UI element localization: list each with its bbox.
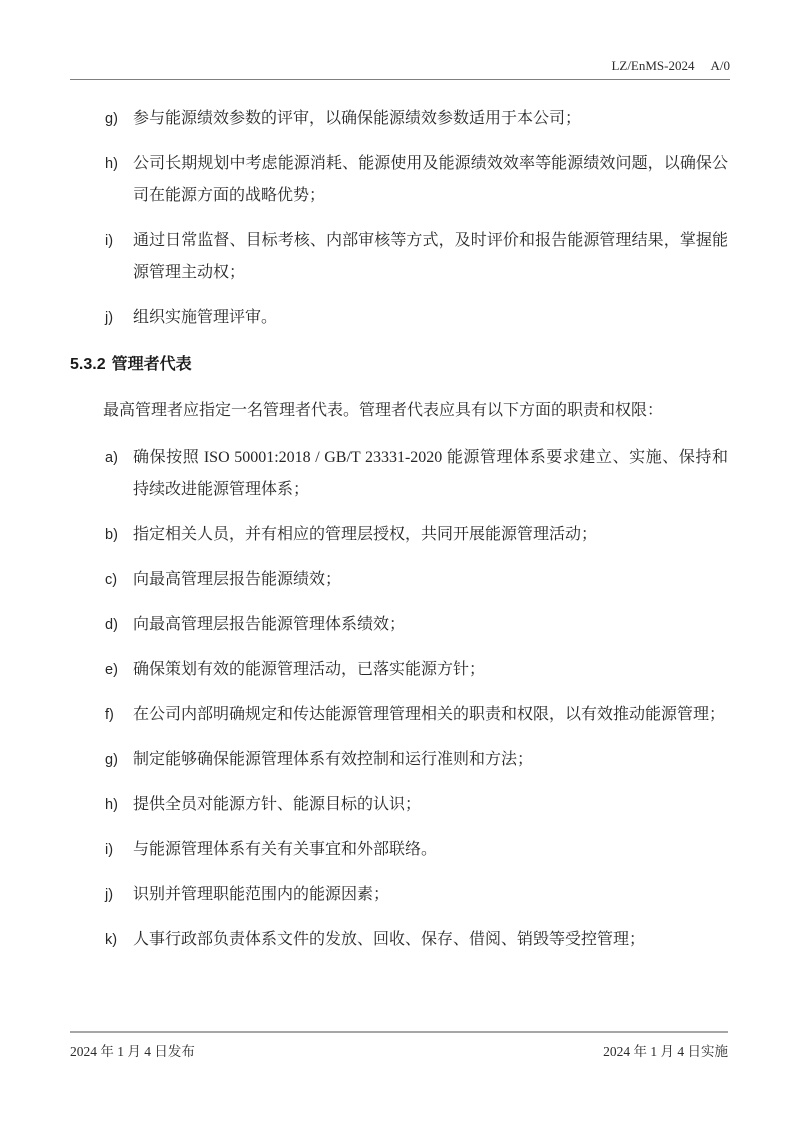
list-item-marker: b)	[105, 527, 118, 543]
page-content	[70, 86, 728, 969]
section-item-list	[70, 442, 728, 956]
list-item-text: 与能源管理体系有关有关事宜和外部联络。	[133, 841, 438, 858]
list-item	[105, 924, 728, 956]
list-item	[105, 442, 728, 506]
footer-effective-date: 2024 年 1 月 4 日实施	[603, 1044, 728, 1059]
list-item	[105, 148, 728, 212]
list-item	[105, 654, 728, 686]
list-item-text: 公司长期规划中考虑能源消耗、能源使用及能源绩效效率等能源绩效问题，以确保公司在能源方面的战略优势；	[133, 155, 728, 204]
list-item	[105, 564, 728, 596]
list-item-text: 人事行政部负责体系文件的发放、回收、保存、借阅、销毁等受控管理；	[133, 931, 646, 948]
doc-code: LZ/EnMS-2024	[611, 58, 695, 73]
list-item-marker: g)	[105, 111, 118, 127]
list-item-text: 识别并管理职能范围内的能源因素；	[133, 886, 390, 903]
list-item-marker: h)	[105, 156, 118, 172]
footer-release-date: 2024 年 1 月 4 日发布	[70, 1044, 195, 1059]
list-item-text: 参与能源绩效参数的评审，以确保能源绩效参数适用于本公司；	[133, 110, 582, 127]
list-item-marker: i)	[105, 233, 114, 249]
list-item	[105, 699, 728, 731]
list-item-marker: h)	[105, 797, 118, 813]
continuation-item-list	[70, 103, 728, 334]
section-number: 5.3.2	[70, 356, 106, 373]
list-item	[105, 519, 728, 551]
list-item-text: 组织实施管理评审。	[133, 309, 278, 326]
list-item-marker: j)	[105, 310, 114, 326]
list-item-text: 提供全员对能源方针、能源目标的认识；	[133, 796, 422, 813]
list-item-marker: k)	[105, 932, 118, 948]
list-item	[105, 302, 728, 334]
list-item-text: 确保策划有效的能源管理活动，已落实能源方针；	[133, 661, 486, 678]
list-item-marker: i)	[105, 842, 114, 858]
page-header	[70, 58, 730, 80]
list-item	[105, 879, 728, 911]
list-item-marker: a)	[105, 450, 118, 466]
section-heading	[70, 354, 728, 376]
list-item	[105, 789, 728, 821]
section-title: 管理者代表	[111, 356, 192, 373]
list-item-text: 制定能够确保能源管理体系有效控制和运行准则和方法；	[133, 751, 534, 768]
list-item-marker: j)	[105, 887, 114, 903]
list-item-marker: g)	[105, 752, 118, 768]
list-item-marker: c)	[105, 572, 118, 588]
list-item	[105, 834, 728, 866]
list-item-text: 通过日常监督、目标考核、内部审核等方式，及时评价和报告能源管理结果，掌握能源管理主动权；	[133, 232, 728, 281]
list-item-text: 指定相关人员，并有相应的管理层授权，共同开展能源管理活动；	[133, 526, 598, 543]
list-item-marker: e)	[105, 662, 118, 678]
list-item-text: 确保按照 ISO 50001:2018 / GB/T 23331-2020 能源管理体系要求建立、实施、保持和持续改进能源管理体系；	[133, 449, 728, 498]
list-item-text: 向最高管理层报告能源绩效；	[133, 571, 342, 588]
list-item	[105, 103, 728, 135]
list-item-marker: d)	[105, 617, 118, 633]
list-item	[105, 744, 728, 776]
list-item-text: 在公司内部明确规定和传达能源管理管理相关的职责和权限，以有效推动能源管理；	[133, 706, 726, 723]
list-item	[105, 609, 728, 641]
list-item-text: 向最高管理层报告能源管理体系绩效；	[133, 616, 406, 633]
list-item-marker: f)	[105, 707, 114, 723]
doc-revision: A/0	[710, 58, 730, 73]
section-intro: 最高管理者应指定一名管理者代表。管理者代表应具有以下方面的职责和权限：	[103, 402, 664, 419]
page-footer	[70, 1031, 728, 1060]
list-item	[105, 225, 728, 289]
